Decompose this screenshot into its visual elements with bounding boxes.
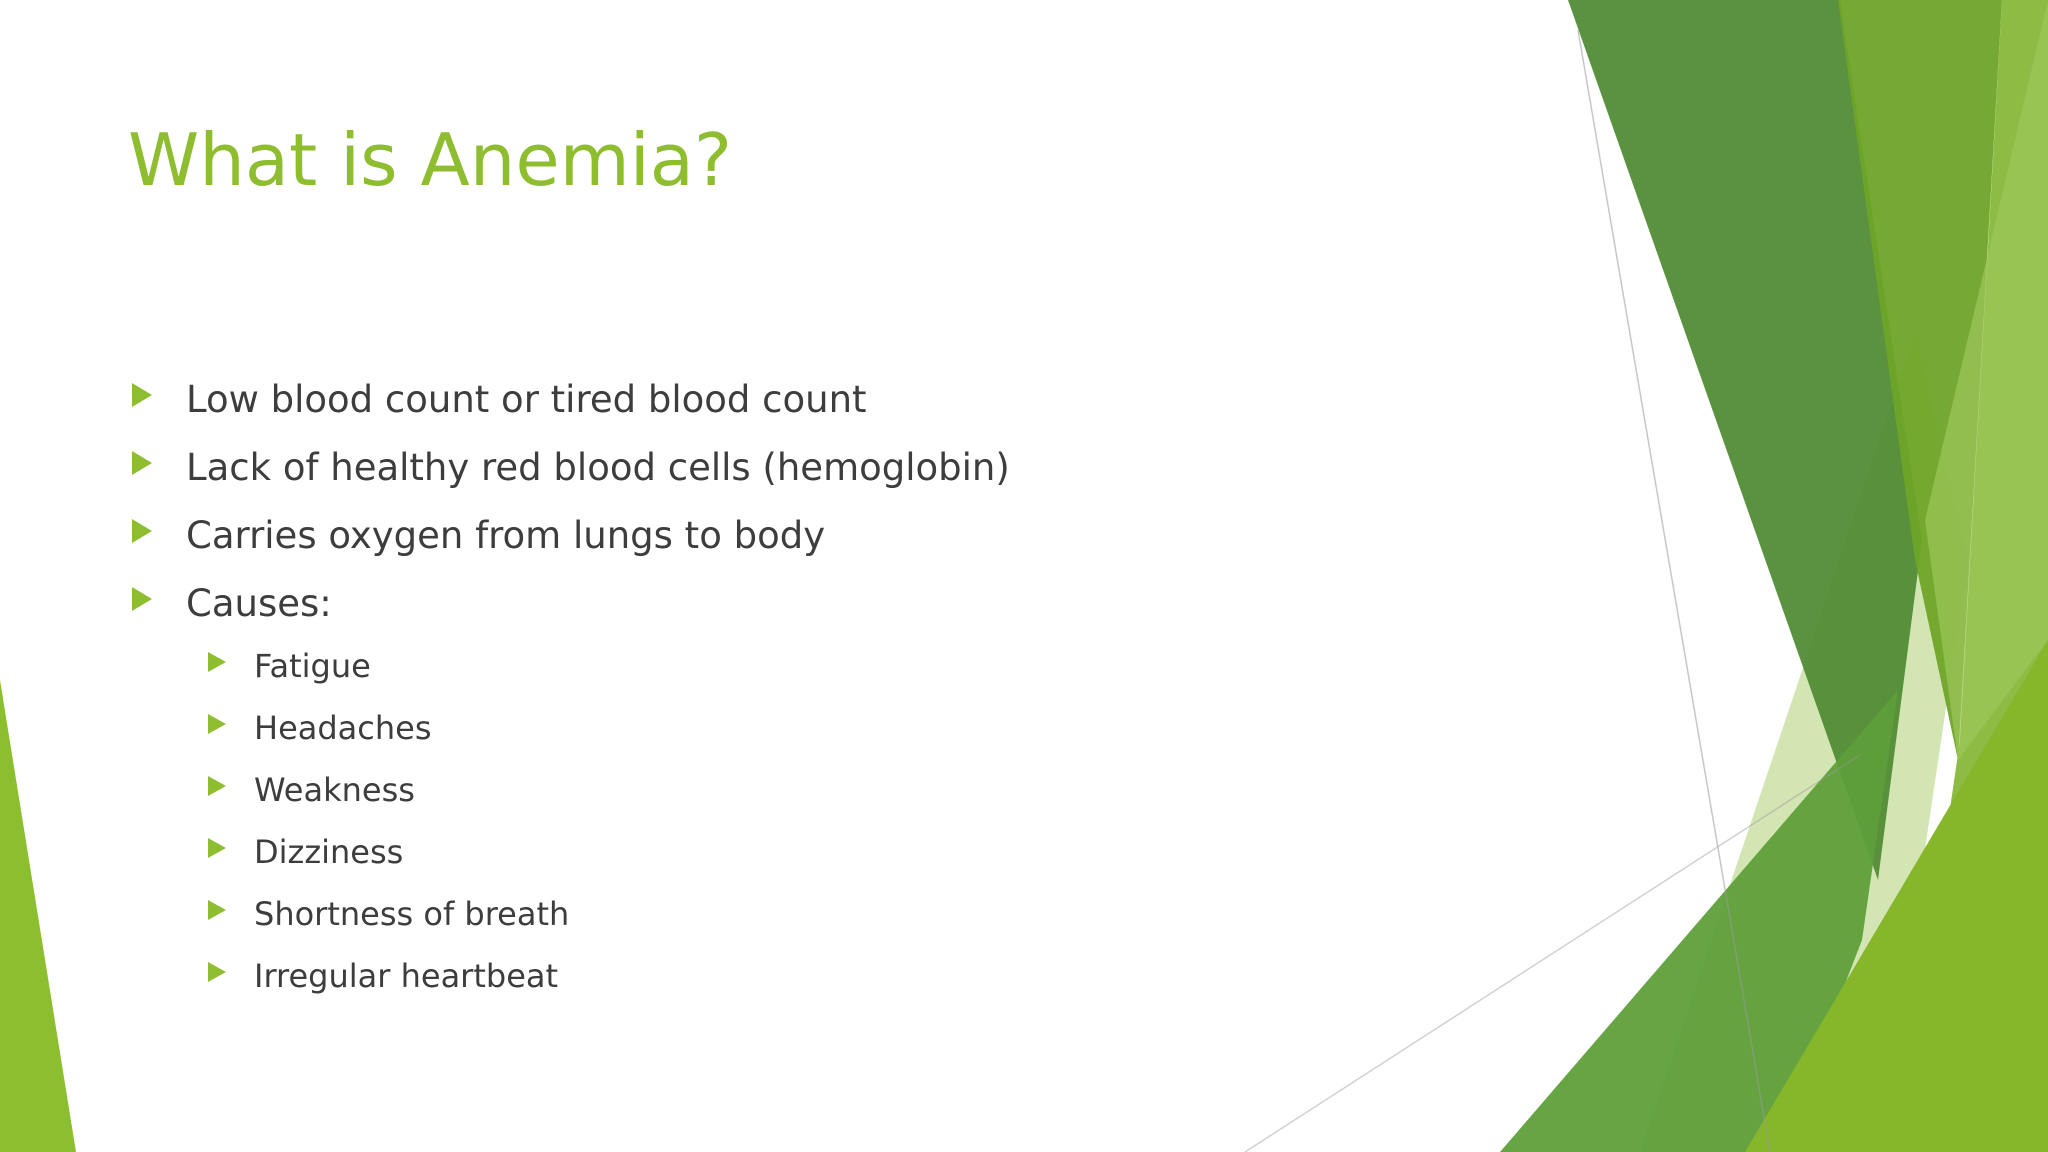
- bullet-item: [128, 501, 1010, 569]
- sub-bullet-text: Shortness of breath: [254, 895, 570, 933]
- bullet-item: [128, 569, 1010, 637]
- triangle-right-icon: [132, 383, 152, 407]
- bullet-text: Lack of healthy red blood cells (hemoglobin): [186, 445, 1010, 489]
- sub-bullet-item: [128, 759, 1010, 821]
- left-green-sliver: [0, 680, 76, 1152]
- sub-bullet-text: Headaches: [254, 709, 432, 747]
- bullet-text: Carries oxygen from lungs to body: [186, 513, 826, 557]
- sub-bullet-item: [128, 697, 1010, 759]
- sub-bullet-text: Fatigue: [254, 647, 371, 685]
- triangle-right-icon: [208, 900, 226, 920]
- sub-bullet-item: [128, 821, 1010, 883]
- sub-bullet-text: Weakness: [254, 771, 415, 809]
- bullet-text: Low blood count or tired blood count: [186, 377, 867, 421]
- triangle-right-icon: [132, 519, 152, 543]
- bullet-list: [128, 365, 1010, 1007]
- bullet-text: Causes:: [186, 581, 332, 625]
- triangle-right-icon: [208, 838, 226, 858]
- bullet-item: [128, 365, 1010, 433]
- triangle-right-icon: [132, 587, 152, 611]
- slide-title: What is Anemia?: [128, 118, 733, 202]
- triangle-right-icon: [132, 451, 152, 475]
- triangle-right-icon: [208, 776, 226, 796]
- triangle-right-icon: [208, 652, 226, 672]
- bullet-item: [128, 433, 1010, 501]
- sub-bullet-text: Irregular heartbeat: [254, 957, 559, 995]
- sub-bullet-item: [128, 945, 1010, 1007]
- sub-bullet-item: [128, 635, 1010, 697]
- triangle-right-icon: [208, 714, 226, 734]
- sub-bullet-item: [128, 883, 1010, 945]
- sub-bullet-text: Dizziness: [254, 833, 404, 871]
- triangle-right-icon: [208, 962, 226, 982]
